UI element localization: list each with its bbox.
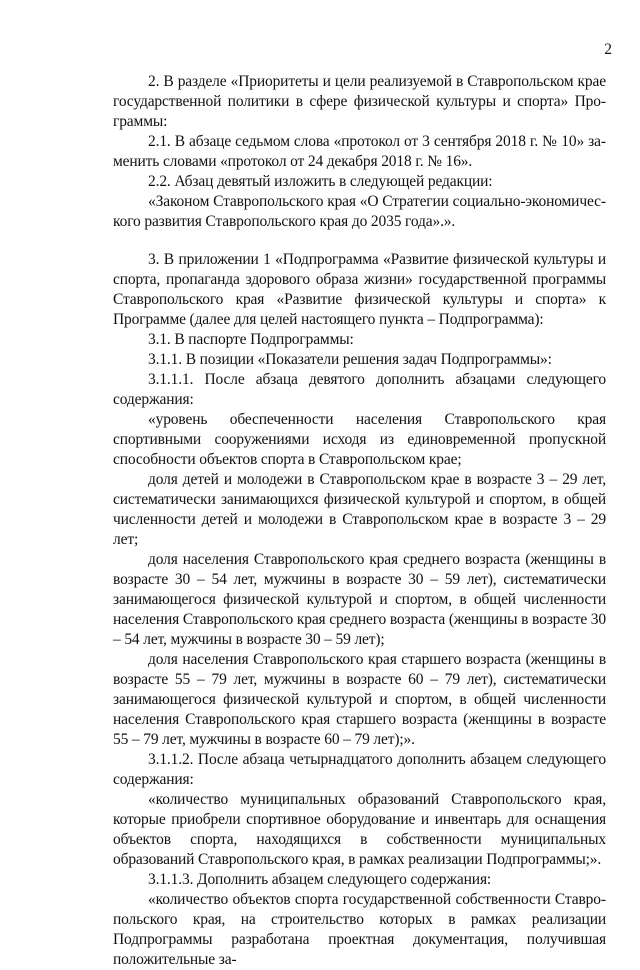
- paragraph-indicator-state-objects: «количество объектов спорта государственной собственности Ставропольского края, на строительство которых в рамках реализации Подпрограммы разработана проектная документация, получившая положительные за-: [113, 891, 606, 968]
- paragraph-2-2: 2.2. Абзац девятый изложить в следующей редакции:: [148, 173, 493, 190]
- paragraph-section-2: 2. В разделе «Приоритеты и цели реализуемой в Ставропольском крае государственной политики в сфере физической культуры и спорта» Программы:: [113, 73, 606, 130]
- paragraph-indicator-youth: доля детей и молодежи в Ставропольском крае в возрасте 3 – 29 лет, систематически занимающихся физической культурой и спортом, в общей численности детей и молодежи в Ставропольском крае в возрасте 3 – 29 лет;: [113, 471, 606, 548]
- paragraph-gap: [113, 232, 606, 250]
- paragraph-3-1-1-3: 3.1.1.3. Дополнить абзацем следующего содержания:: [148, 871, 492, 888]
- paragraph-3-1-1-1: 3.1.1.1. После абзаца девятого дополнить абзацами следующего содержания:: [113, 371, 606, 408]
- paragraph-indicator-older-age: доля населения Ставропольского края старшего возраста (женщины в возрасте 55 – 79 лет, мужчины в возрасте 60 – 79 лет), систематически занимающегося физической культурой и спортом, в общей численности населения Ставропольского края старшего возраста (женщины в возрасте 55 – 79 лет, мужчины в возрасте 60 – 79 лет);».: [113, 651, 606, 748]
- paragraph-2-1: 2.1. В абзаце седьмом слова «протокол от 3 сентября 2018 г. № 10» заменить словами «протокол от 24 декабря 2018 г. № 16».: [113, 133, 606, 170]
- paragraph-indicator-sports-facilities: «уровень обеспеченности населения Ставропольского края спортивными сооружениями исходя из единовременной пропускной способности объектов спорта в Ставропольском крае;: [113, 411, 606, 468]
- paragraph-indicator-municipalities: «количество муниципальных образований Ставропольского края, которые приобрели спортивное оборудование и инвентарь для оснащения объектов спорта, находящихся в собственности муниципальных образований Ставропольского края, в рамках реализации Подпрограммы;».: [113, 791, 606, 868]
- paragraph-3-1-1-2: 3.1.1.2. После абзаца четырнадцатого дополнить абзацем следующего содержания:: [113, 751, 606, 788]
- document-body: [113, 72, 606, 970]
- paragraph-3-1: 3.1. В паспорте Подпрограммы:: [148, 331, 354, 348]
- paragraph-section-3: 3. В приложении 1 «Подпрограмма «Развитие физической культуры и спорта, пропаганда здорового образа жизни» государственной программы Ставропольского края «Развитие физической культуры и спорта» к Программе (далее для целей настоящего пункта – Подпрограмма):: [113, 251, 606, 328]
- paragraph-indicator-middle-age: доля населения Ставропольского края среднего возраста (женщины в возрасте 30 – 54 лет, мужчины в возрасте 30 – 59 лет), систематически занимающегося физической культурой и спортом, в общей численности населения Ставропольского края среднего возраста (женщины в возрасте 30 – 54 лет, мужчины в возрасте 30 – 59 лет);: [113, 551, 607, 648]
- page-number: 2: [604, 41, 612, 58]
- paragraph-2-2-text: «Законом Ставропольского края «О Стратегии социально-экономического развития Ставропольского края до 2035 года».».: [113, 193, 606, 230]
- paragraph-3-1-1: 3.1.1. В позиции «Показатели решения задач Подпрограммы»:: [148, 351, 552, 368]
